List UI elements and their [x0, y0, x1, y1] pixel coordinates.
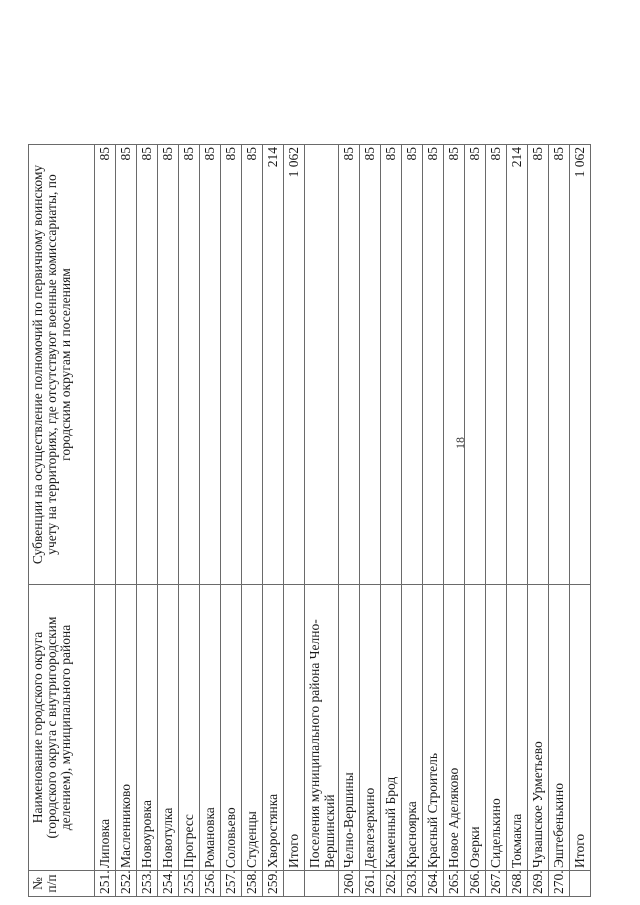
row-num: 262. — [381, 871, 402, 897]
row-value: 1 062 — [284, 145, 305, 585]
row-value: 85 — [95, 145, 116, 585]
table-row — [444, 145, 465, 897]
table-row — [339, 145, 360, 897]
row-value: 85 — [486, 145, 507, 585]
total-row — [570, 145, 591, 897]
row-name: Масленниково — [116, 585, 137, 871]
row-value: 85 — [465, 145, 486, 585]
header-value: Субвенции на осуществление полномочий по первичному воинскому учету на территориях, где отсутствуют военные комиссариаты, по городским округам и поселениям — [29, 145, 95, 585]
row-name: Новое Аделяково — [444, 585, 465, 871]
row-name: Красноярка — [402, 585, 423, 871]
row-name: Токмакла — [507, 585, 528, 871]
section-title: Поселения муниципального района Челно-Вершинский — [305, 585, 339, 871]
row-num: 252. — [116, 871, 137, 897]
table-row — [549, 145, 570, 897]
subvention-table — [28, 144, 591, 897]
row-name: Эштебенькино — [549, 585, 570, 871]
row-num: 269. — [528, 871, 549, 897]
row-num — [284, 871, 305, 897]
row-num: 257. — [221, 871, 242, 897]
row-name: Итого — [284, 585, 305, 871]
table-row — [95, 145, 116, 897]
row-num: 261. — [360, 871, 381, 897]
row-value: 85 — [200, 145, 221, 585]
table-row — [507, 145, 528, 897]
row-num: 260. — [339, 871, 360, 897]
page-number: 18 — [453, 437, 467, 449]
table-row — [402, 145, 423, 897]
row-name: Хворостянка — [263, 585, 284, 871]
table-row — [263, 145, 284, 897]
section-value-cell — [305, 145, 339, 585]
table-row — [137, 145, 158, 897]
row-value: 214 — [507, 145, 528, 585]
row-num: 263. — [402, 871, 423, 897]
row-num: 270. — [549, 871, 570, 897]
table-row — [360, 145, 381, 897]
row-value: 1 062 — [570, 145, 591, 585]
row-value: 85 — [221, 145, 242, 585]
row-value: 85 — [528, 145, 549, 585]
row-num: 253. — [137, 871, 158, 897]
row-value: 85 — [179, 145, 200, 585]
table-header — [29, 145, 95, 897]
row-value: 85 — [444, 145, 465, 585]
row-num: 265. — [444, 871, 465, 897]
row-name: Чувашское Урметьево — [528, 585, 549, 871]
row-name: Итого — [570, 585, 591, 871]
row-name: Сиделькино — [486, 585, 507, 871]
row-num — [570, 871, 591, 897]
row-num: 258. — [242, 871, 263, 897]
row-value: 85 — [423, 145, 444, 585]
row-value: 85 — [402, 145, 423, 585]
row-num: 259. — [263, 871, 284, 897]
row-name: Челно-Вершины — [339, 585, 360, 871]
row-name: Каменный Брод — [381, 585, 402, 871]
row-name: Новоуровка — [137, 585, 158, 871]
row-num: 251. — [95, 871, 116, 897]
row-value: 85 — [116, 145, 137, 585]
table-row — [528, 145, 549, 897]
row-value: 85 — [360, 145, 381, 585]
table-row — [221, 145, 242, 897]
table-row — [158, 145, 179, 897]
row-value: 214 — [263, 145, 284, 585]
table-row — [116, 145, 137, 897]
row-value: 85 — [339, 145, 360, 585]
row-value: 85 — [381, 145, 402, 585]
row-name: Романовка — [200, 585, 221, 871]
row-value: 85 — [158, 145, 179, 585]
header-num: № п/п — [29, 871, 95, 897]
row-num: 255. — [179, 871, 200, 897]
row-name: Озерки — [465, 585, 486, 871]
row-num: 268. — [507, 871, 528, 897]
row-name: Новотулка — [158, 585, 179, 871]
section-row — [305, 145, 339, 897]
row-value: 85 — [242, 145, 263, 585]
header-name: Наименование городского округа (городского округа с внутригородским делением), муниципального района — [29, 585, 95, 871]
row-name: Прогресс — [179, 585, 200, 871]
table-row — [381, 145, 402, 897]
table-row — [179, 145, 200, 897]
row-num: 267. — [486, 871, 507, 897]
row-name: Соловьево — [221, 585, 242, 871]
row-num: 264. — [423, 871, 444, 897]
row-name: Красный Строитель — [423, 585, 444, 871]
row-value: 85 — [549, 145, 570, 585]
table-row — [423, 145, 444, 897]
table-row — [465, 145, 486, 897]
row-value: 85 — [137, 145, 158, 585]
row-num: 266. — [465, 871, 486, 897]
table-row — [486, 145, 507, 897]
total-row — [284, 145, 305, 897]
table-row — [242, 145, 263, 897]
row-name: Девлезеркино — [360, 585, 381, 871]
row-name: Студенцы — [242, 585, 263, 871]
section-num-cell — [305, 871, 339, 897]
row-num: 254. — [158, 871, 179, 897]
row-name: Липовка — [95, 585, 116, 871]
table-row — [200, 145, 221, 897]
row-num: 256. — [200, 871, 221, 897]
